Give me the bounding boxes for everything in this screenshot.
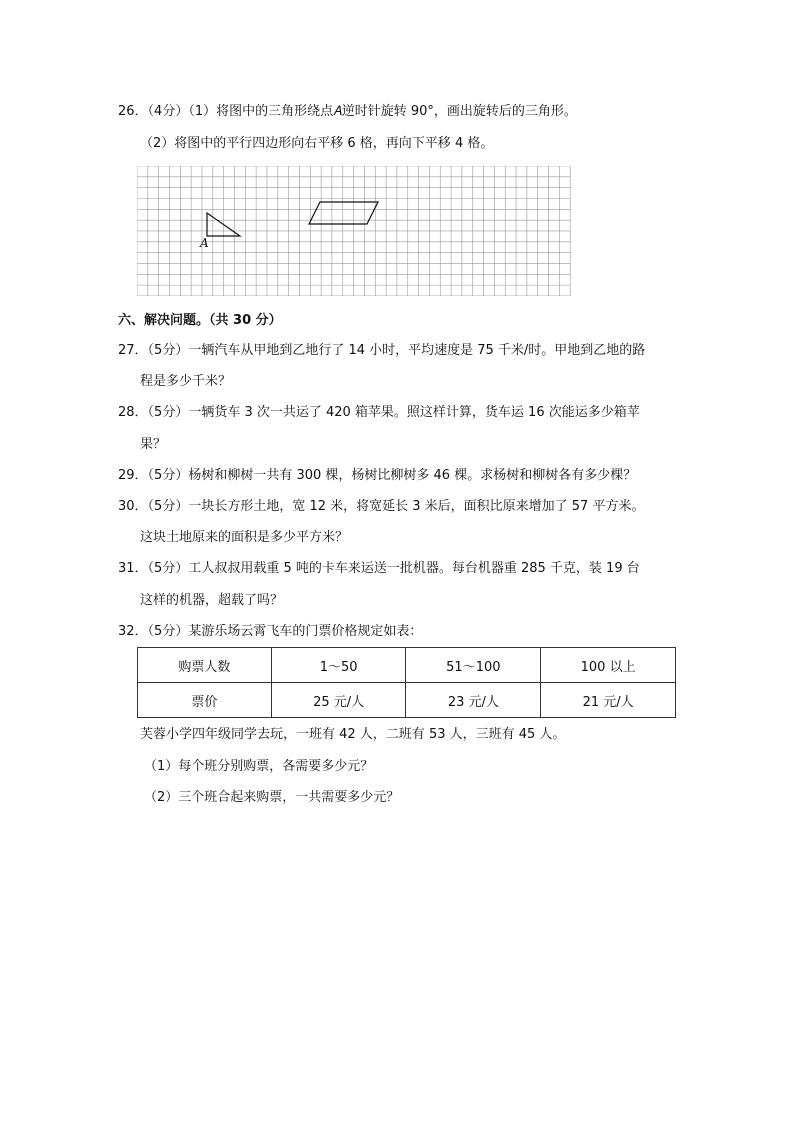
grid-figure — [137, 166, 573, 296]
q31-line1: 31．（5分）工人叔叔用载重 5 吨的卡车来运送一批机器。每台机器重 285 千克，装 19 台 — [118, 561, 640, 576]
table-cell: 25 元/人 — [271, 683, 406, 718]
q27-line2: 程是多少千米？ — [140, 374, 232, 389]
grid-lines — [137, 166, 570, 296]
q31-line2: 这样的机器，超载了吗？ — [140, 593, 284, 608]
q28-line1: 28．（5分）一辆货车 3 次一共运了 420 箱苹果。照这样计算，货车运 16 次能运多少箱苹 — [118, 405, 640, 420]
q32-line1: 32．（5分）某游乐场云霄飞车的门票价格规定如表： — [118, 624, 423, 639]
section-title: 六、解决问题。（共 30 分） — [118, 313, 282, 328]
table-cell: 23 元/人 — [406, 683, 541, 718]
point-a-label: A — [200, 236, 209, 250]
table-cell: 1～50 — [271, 648, 406, 683]
price-table — [137, 647, 676, 718]
q28-line2: 果？ — [140, 437, 167, 452]
q26-line2: （2）将图中的平行四边形向右平移 6 格，再向下平移 4 格。 — [140, 136, 494, 151]
table-cell: 21 元/人 — [541, 683, 676, 718]
table-row — [138, 648, 676, 683]
q26-line1: 26．（4分）（1）将图中的三角形绕点𝐴逆时针旋转 90°，画出旋转后的三角形。 — [118, 104, 577, 119]
table-cell: 51～100 — [406, 648, 541, 683]
table-cell: 票价 — [138, 683, 272, 718]
q27-line1: 27．（5分）一辆汽车从甲地到乙地行了 14 小时，平均速度是 75 千米/时。甲地到乙地的路 — [118, 343, 646, 358]
table-row — [138, 683, 676, 718]
q32-info: 芙蓉小学四年级同学去玩，一班有 42 人，二班有 53 人，三班有 45 人。 — [140, 727, 566, 742]
q32-sub2: （2）三个班合起来购票，一共需要多少元？ — [144, 790, 400, 805]
table-cell: 100 以上 — [541, 648, 676, 683]
q32-sub1: （1）每个班分别购票，各需要多少元？ — [144, 759, 374, 774]
q30-line1: 30．（5分）一块长方形土地，宽 12 米，将宽延长 3 米后，面积比原来增加了 57 平方米。 — [118, 499, 645, 514]
table-cell: 购票人数 — [138, 648, 272, 683]
q30-line2: 这块土地原来的面积是多少平方米？ — [140, 530, 349, 545]
parallelogram-shape — [309, 202, 378, 224]
q29-line1: 29．（5分）杨树和柳树一共有 300 棵，杨树比柳树多 46 棵。求杨树和柳树各有多少棵？ — [118, 468, 637, 483]
